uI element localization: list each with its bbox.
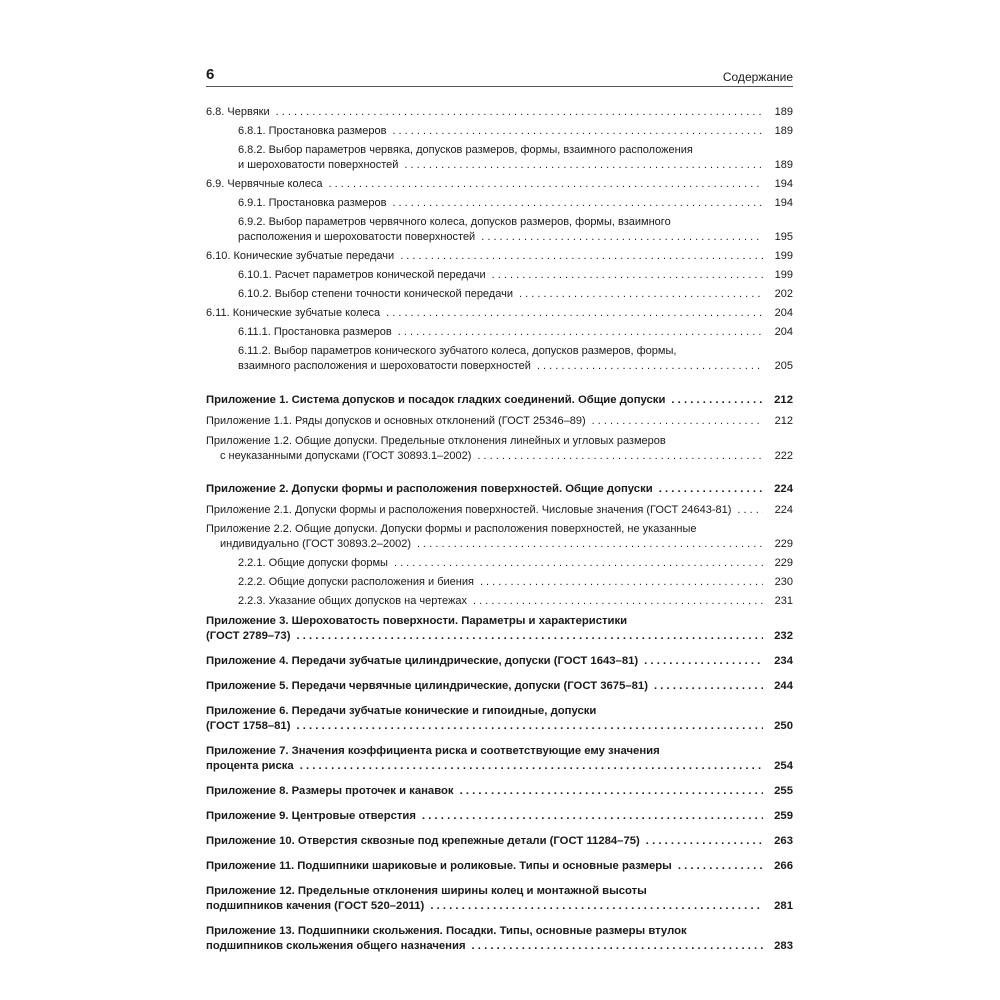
toc-entry[interactable] [206, 177, 793, 192]
dot-leader [659, 482, 763, 497]
toc-entry[interactable] [206, 679, 793, 694]
toc-entry-title: Приложение 11. Подшипники шариковые и роликовые. Типы и основные размеры [206, 860, 672, 872]
toc-entry-title: Приложение 10. Отверстия сквозные под крепежные детали (ГОСТ 11284–75) [206, 835, 640, 847]
toc-entry[interactable] [206, 575, 793, 590]
dot-leader [678, 859, 763, 874]
dot-leader [386, 306, 763, 321]
table-of-contents [206, 105, 793, 954]
dot-leader [392, 124, 763, 139]
toc-page-number[interactable]: 263 [774, 835, 793, 847]
toc-entry-title: 6.11. Конические зубчатые колеса [206, 307, 381, 319]
toc-page-number[interactable]: 189 [774, 106, 793, 118]
toc-page-number[interactable]: 212 [774, 394, 793, 406]
toc-entry[interactable] [206, 105, 793, 120]
toc-page-number[interactable]: 254 [774, 760, 793, 772]
toc-entry-title: 6.9. Червячные колеса [206, 178, 323, 190]
toc-entry[interactable] [206, 744, 793, 774]
toc-entry[interactable] [206, 834, 793, 849]
dot-leader [422, 809, 763, 824]
dot-leader [646, 834, 763, 849]
toc-entry-title: Приложение 7. Значения коэффициента риска и соответствующие ему значения [206, 745, 660, 757]
toc-entry-title: подшипников скольжения общего назначения [206, 940, 466, 952]
dot-leader [737, 503, 763, 518]
dot-leader [592, 414, 763, 429]
dot-leader [473, 594, 763, 609]
toc-page-number[interactable]: 222 [774, 450, 793, 462]
toc-page-number[interactable]: 189 [774, 159, 793, 171]
toc-entry-title: 2.2.3. Указание общих допусков на чертежах [238, 595, 468, 607]
toc-entry-title: 2.2.1. Общие допуски формы [238, 557, 388, 569]
toc-page-number[interactable]: 199 [774, 269, 793, 281]
dot-leader [276, 105, 763, 120]
dot-leader [392, 196, 763, 211]
toc-entry[interactable] [206, 287, 793, 302]
toc-entry-title: Приложение 5. Передачи червячные цилиндрические, допуски (ГОСТ 3675–81) [206, 680, 648, 692]
toc-entry[interactable] [206, 924, 793, 954]
dot-leader [472, 939, 763, 954]
dot-leader [671, 393, 763, 408]
toc-entry[interactable] [206, 482, 793, 497]
toc-page-number[interactable]: 283 [774, 940, 793, 952]
toc-entry-title: 6.10. Конические зубчатые передачи [206, 250, 395, 262]
toc-entry-title: Приложение 9. Центровые отверстия [206, 810, 416, 822]
toc-page-number[interactable]: 204 [774, 307, 793, 319]
dot-leader [296, 629, 763, 644]
toc-page-number[interactable]: 194 [774, 178, 793, 190]
toc-entry[interactable] [206, 249, 793, 264]
toc-entry-title: подшипников качения (ГОСТ 520–2011) [206, 900, 425, 912]
dot-leader [404, 158, 763, 173]
toc-entry[interactable] [206, 654, 793, 669]
toc-page-number[interactable]: 250 [774, 720, 793, 732]
toc-entry-title: Приложение 12. Предельные отклонения ширины колец и монтажной высоты [206, 885, 647, 897]
dot-leader [296, 719, 763, 734]
toc-entry[interactable] [206, 325, 793, 340]
toc-page-number[interactable]: 229 [774, 557, 793, 569]
toc-entry-title: 6.11.2. Выбор параметров конического зубчатого колеса, допусков размеров, формы, [238, 345, 677, 357]
dot-leader [654, 679, 763, 694]
toc-page-number[interactable]: 230 [774, 576, 793, 588]
toc-entry[interactable] [206, 809, 793, 824]
toc-entry[interactable] [206, 522, 793, 552]
toc-entry-title: (ГОСТ 2789–73) [206, 630, 291, 642]
toc-page-number[interactable]: 205 [774, 360, 793, 372]
dot-leader [492, 268, 763, 283]
toc-entry-title: и шероховатости поверхностей [238, 159, 399, 171]
toc-entry-title: с неуказанными допусками (ГОСТ 30893.1–2002) [220, 450, 472, 462]
dot-leader [329, 177, 764, 192]
toc-page-number[interactable]: 195 [774, 231, 793, 243]
toc-page-number[interactable]: 212 [774, 415, 793, 427]
toc-entry-title: Приложение 8. Размеры проточек и канавок [206, 785, 454, 797]
toc-page-number[interactable]: 224 [774, 483, 793, 495]
toc-page-number[interactable]: 244 [774, 680, 793, 692]
toc-entry-title: Приложение 2.1. Допуски формы и расположения поверхностей. Числовые значения (ГОСТ 24643-81) [206, 504, 732, 516]
toc-entry[interactable] [206, 215, 793, 245]
toc-entry-title: процента риска [206, 760, 294, 772]
toc-entry[interactable] [206, 556, 793, 571]
toc-entry-title: Приложение 2. Допуски формы и расположения поверхностей. Общие допуски [206, 483, 653, 495]
toc-page-number[interactable]: 231 [774, 595, 793, 607]
toc-page-number[interactable]: 259 [774, 810, 793, 822]
toc-entry-title: расположения и шероховатости поверхностей [238, 231, 476, 243]
toc-entry[interactable] [206, 784, 793, 799]
dot-leader [398, 325, 763, 340]
toc-page-number[interactable]: 234 [774, 655, 793, 667]
toc-entry-title: Приложение 2.2. Общие допуски. Допуски формы и расположения поверхностей, не указанные [206, 523, 697, 535]
toc-page-number[interactable]: 199 [774, 250, 793, 262]
toc-entry[interactable] [206, 704, 793, 734]
toc-entry-title: 6.8. Червяки [206, 106, 270, 118]
toc-entry-title: взаимного расположения и шероховатости поверхностей [238, 360, 531, 372]
toc-entry[interactable] [206, 859, 793, 874]
toc-entry-title: Приложение 1.1. Ряды допусков и основных отклонений (ГОСТ 25346–89) [206, 415, 586, 427]
toc-page-number[interactable]: 204 [774, 326, 793, 338]
dot-leader [460, 784, 763, 799]
toc-entry[interactable] [206, 414, 793, 429]
toc-page-number[interactable]: 232 [774, 630, 793, 642]
dot-leader [417, 537, 763, 552]
toc-entry-title: 6.8.1. Простановка размеров [238, 125, 387, 137]
toc-entry-title: 6.10.2. Выбор степени точности конической передачи [238, 288, 513, 300]
toc-entry[interactable] [206, 196, 793, 211]
toc-entry[interactable] [206, 143, 793, 173]
toc-entry-title: 6.9.1. Простановка размеров [238, 197, 387, 209]
toc-entry[interactable] [206, 434, 793, 464]
dot-leader [477, 449, 763, 464]
toc-entry[interactable] [206, 614, 793, 644]
dot-leader [644, 654, 763, 669]
toc-entry-title: Приложение 4. Передачи зубчатые цилиндрические, допуски (ГОСТ 1643–81) [206, 655, 639, 667]
toc-page-number[interactable]: 189 [774, 125, 793, 137]
toc-entry[interactable] [206, 393, 793, 408]
dot-leader [537, 359, 763, 374]
toc-entry[interactable] [206, 268, 793, 283]
toc-entry-title: Приложение 3. Шероховатость поверхности. Параметры и характеристики [206, 615, 628, 627]
dot-leader [394, 556, 763, 571]
page-header [206, 66, 793, 87]
dot-leader [300, 759, 763, 774]
toc-entry-title: 2.2.2. Общие допуски расположения и биения [238, 576, 474, 588]
toc-page-number[interactable]: 224 [774, 504, 793, 516]
toc-entry-title: Приложение 13. Подшипники скольжения. Посадки. Типы, основные размеры втулок [206, 925, 687, 937]
page-number: 6 [206, 66, 215, 83]
running-title: Содержание [722, 70, 793, 84]
toc-page-number[interactable]: 202 [774, 288, 793, 300]
dot-leader [430, 899, 763, 914]
toc-entry-title: 6.10.1. Расчет параметров конической передачи [238, 269, 486, 281]
toc-page-number[interactable]: 194 [774, 197, 793, 209]
toc-entry-title: Приложение 6. Передачи зубчатые конические и гипоидные, допуски [206, 705, 597, 717]
toc-page-number[interactable]: 229 [774, 538, 793, 550]
toc-entry-title: Приложение 1. Система допусков и посадок гладких соединений. Общие допуски [206, 394, 666, 406]
dot-leader [400, 249, 763, 264]
toc-entry-title: Приложение 1.2. Общие допуски. Предельные отклонения линейных и угловых размеров [206, 435, 666, 447]
dot-leader [519, 287, 763, 302]
dot-leader [480, 575, 763, 590]
dot-leader [481, 230, 763, 245]
toc-page-number[interactable]: 266 [774, 860, 793, 872]
toc-entry[interactable] [206, 344, 793, 374]
toc-entry-title: (ГОСТ 1758–81) [206, 720, 291, 732]
toc-entry[interactable] [206, 594, 793, 609]
toc-entry-title: 6.11.1. Простановка размеров [238, 326, 392, 338]
toc-page-number[interactable]: 255 [774, 785, 793, 797]
toc-entry-title: индивидуально (ГОСТ 30893.2–2002) [220, 538, 412, 550]
toc-entry-title: 6.8.2. Выбор параметров червяка, допусков размеров, формы, взаимного расположения [238, 144, 693, 156]
toc-entry-title: 6.9.2. Выбор параметров червячного колеса, допусков размеров, формы, взаимного [238, 216, 671, 228]
toc-entry[interactable] [206, 884, 793, 914]
toc-entry[interactable] [206, 124, 793, 139]
toc-page-number[interactable]: 281 [774, 900, 793, 912]
toc-entry[interactable] [206, 306, 793, 321]
toc-entry[interactable] [206, 503, 793, 518]
